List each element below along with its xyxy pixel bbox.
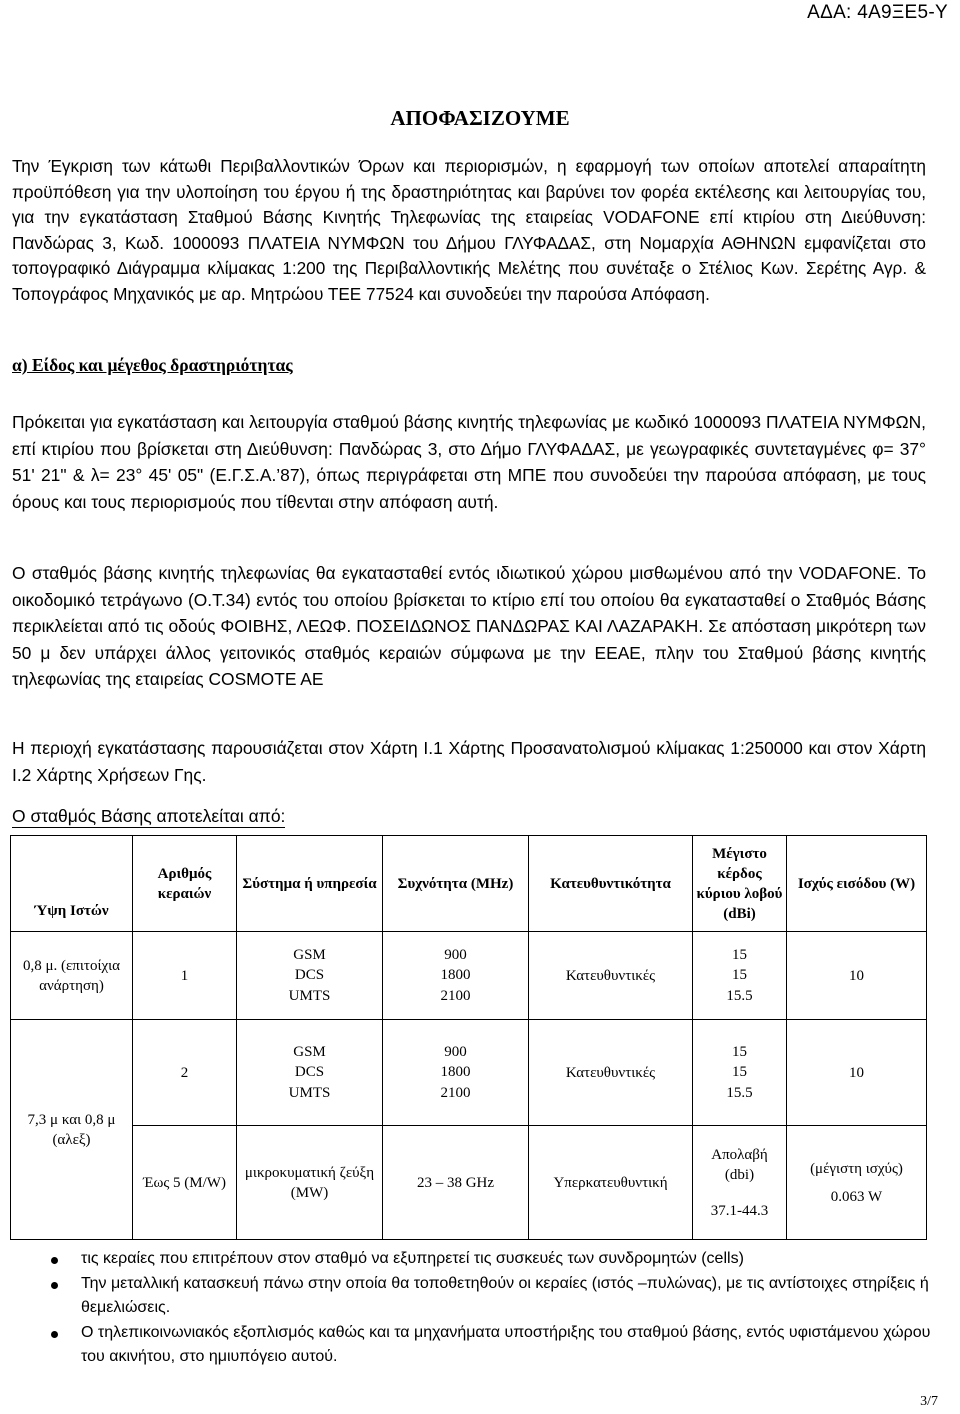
system-value: GSM <box>293 946 326 963</box>
power-value: 0.063 W <box>830 1188 883 1205</box>
cell-system <box>237 932 383 1020</box>
gain-value: 37.1-44.3 <box>710 1202 769 1219</box>
system-value: GSM <box>293 1043 326 1060</box>
section-a-label: α) <box>12 355 28 375</box>
cell-system: μικροκυματική ζεύξη (MW) <box>237 1126 383 1240</box>
gain-value: 15 <box>732 967 747 984</box>
frequency-value: 1800 <box>440 1064 471 1081</box>
system-value: DCS <box>294 1064 325 1081</box>
header-power: Ισχύς εισόδου (W) <box>787 836 927 932</box>
frequency-value: 2100 <box>440 987 471 1004</box>
section-a-paragraph-3: Η περιοχή εγκατάστασης παρουσιάζεται στον Χάρτη Ι.1 Χάρτης Προσανατολισμού κλίμακας 1:250000 και στον Χάρτη Ι.2 Χάρτης Χρήσεων Γης. <box>12 738 926 785</box>
header-frequency: Συχνότητα (MHz) <box>383 836 529 932</box>
cell-power: 10 <box>787 932 927 1020</box>
gain-value: 15.5 <box>726 987 753 1004</box>
cell-frequency <box>383 932 529 1020</box>
cell-direction: Κατευθυντικές <box>529 932 693 1020</box>
gain-label: Απολαβή (dbi) <box>711 1146 768 1183</box>
gain-value: 15.5 <box>726 1084 753 1101</box>
table-row <box>11 1020 927 1126</box>
composition-label: Ο σταθμός Βάσης αποτελείται από: <box>12 806 286 826</box>
bullet-icon <box>51 1257 58 1264</box>
ada-code: ΑΔΑ: 4Α9ΞΕ5-Υ <box>807 2 948 23</box>
cell-gain <box>693 1020 787 1126</box>
frequency-value: 2100 <box>440 1084 471 1101</box>
cell-count: Έως 5 (M/W) <box>133 1126 237 1240</box>
frequency-value: 1800 <box>440 967 471 984</box>
bullet-icon <box>51 1331 58 1338</box>
bullet-icon <box>51 1282 58 1289</box>
antenna-table <box>10 835 927 1240</box>
cell-count: 1 <box>133 932 237 1020</box>
frequency-value: 900 <box>444 1043 467 1060</box>
section-a-heading <box>12 355 293 376</box>
cell-height: 0,8 μ. (επιτοίχια ανάρτηση) <box>11 932 133 1020</box>
cell-gain <box>693 1126 787 1240</box>
cell-count: 2 <box>133 1020 237 1126</box>
header-count: Αριθμός κεραιών <box>133 836 237 932</box>
power-label: (μέγιστη ισχύς) <box>810 1160 903 1177</box>
page-number: 3/7 <box>920 1394 938 1409</box>
gain-value: 15 <box>732 1043 747 1060</box>
cell-direction: Κατευθυντικές <box>529 1020 693 1126</box>
system-value: UMTS <box>288 1084 331 1101</box>
section-a-title: Είδος και μέγεθος δραστηριότητας <box>31 355 293 375</box>
frequency-value: 900 <box>444 946 467 963</box>
cell-frequency <box>383 1020 529 1126</box>
list-item <box>14 1321 934 1369</box>
table-header-row <box>11 836 927 932</box>
cell-direction: Υπερκατευθυντική <box>529 1126 693 1240</box>
gain-value: 15 <box>732 946 747 963</box>
cell-height: 7,3 μ και 0,8 μ (αλεξ) <box>11 1020 133 1240</box>
list-item <box>14 1247 934 1271</box>
table-row <box>11 932 927 1020</box>
section-a-paragraph-2: Ο σταθμός βάσης κινητής τηλεφωνίας θα εγκατασταθεί εντός ιδιωτικού χώρου μισθωμένου από την VODAFONE. Το οικοδομικό τετράγωνο (Ο.Τ.34) εντός του οποίου βρίσκεται το κτίριο επί του οποίου θα εγκατασταθεί ο Σταθμός Βάσης περικλείεται από τις οδούς ΦΟΙΒΗΣ, ΛΕΩΦ. ΠΟΣΕΙΔΩΝΟΣ ΠΑΝΔΩΡΑΣ ΚΑΙ ΛΑΖΑΡΑΚΗ. Σε απόσταση μικρότερη των 50 μ δεν υπάρχει άλλος γειτονικός σταθμός κεραιών σύμφωνα με την ΕΕΑΕ, πλην του Σταθμού βάσης κινητής τηλεφωνίας της εταιρείας COSMOTE AE <box>12 563 926 689</box>
cell-gain <box>693 932 787 1020</box>
cell-system <box>237 1020 383 1126</box>
list-item-text: τις κεραίες που επιτρέπουν στον σταθμό να εξυπηρετεί τις συσκευές των συνδρομητών (cells) <box>81 1250 744 1267</box>
cell-frequency: 23 – 38 GHz <box>383 1126 529 1240</box>
component-list <box>14 1247 934 1370</box>
list-item-text: Ο τηλεπικοινωνιακός εξοπλισμός καθώς και τα μηχανήματα υποστήριξης του σταθμού βάσης, εντός υφιστάμενου χώρου του ακινήτου, στο ημιυπόγειο αυτού. <box>81 1324 931 1365</box>
cell-power <box>787 1126 927 1240</box>
gain-value: 15 <box>732 1064 747 1081</box>
header-height: Ύψη Ιστών <box>11 836 133 932</box>
intro-paragraph: Την Έγκριση των κάτωθι Περιβαλλοντικών Όρων και περιορισμών, η εφαρμογή των οποίων αποτελεί απαραίτητη προϋπόθεση για την υλοποίηση του έργου ή της δραστηριότητας και βαρύνει τον φορέα εκτέλεσης και λειτουργίας του, για την εγκατάσταση Σταθμού Βάσης Κινητής Τηλεφωνίας της εταιρείας VODAFONE επί κτιρίου στη Διεύθυνση: Πανδώρας 3, Κωδ. 1000093 ΠΛΑΤΕΙΑ ΝΥΜΦΩΝ του Δήμου ΓΛΥΦΑΔΑΣ, στη Νομαρχία ΑΘΗΝΩΝ εμφανίζεται στο τοπογραφικό Διάγραμμα κλίμακας 1:200 της Περιβαλλοντικής Μελέτης που συνέταξε ο Στέλιος Κων. Σερέτης Αγρ. & Τοπογράφος Μηχανικός με αρ. Μητρώου ΤΕΕ 77524 και συνοδεύει την παρούσα Απόφαση. <box>12 156 926 304</box>
page-title: ΑΠΟΦΑΣΙΖΟΥΜΕ <box>390 106 570 130</box>
header-system: Σύστημα ή υπηρεσία <box>237 836 383 932</box>
system-value: UMTS <box>288 987 331 1004</box>
header-direction: Κατευθυντικότητα <box>529 836 693 932</box>
header-gain: Μέγιστο κέρδος κύριου λοβού (dBi) <box>693 836 787 932</box>
system-value: DCS <box>294 967 325 984</box>
section-a-paragraph-1: Πρόκειται για εγκατάσταση και λειτουργία σταθμού βάσης κινητής τηλεφωνίας με κωδικό 1000093 ΠΛΑΤΕΙΑ ΝΥΜΦΩΝ, επί κτιρίου που βρίσκεται στη Διεύθυνση: Πανδώρας 3, στο Δήμο ΓΛΥΦΑΔΑΣ, με γεωγραφικές συντεταγμένες φ= 37° 51' 21" & λ= 23° 45' 05" (Ε.Γ.Σ.Α.’87), όπως περιγράφεται στη ΜΠΕ που συνοδεύει την παρούσα απόφαση, με τους όρους και τους περιορισμούς που τίθενται στην απόφαση αυτή. <box>12 412 926 512</box>
table-row <box>11 1126 927 1240</box>
list-item-text: Την μεταλλική κατασκευή πάνω στην οποία θα τοποθετηθούν οι κεραίες (ιστός –πυλώνας), με τις αντίστοιχες στηρίξεις ή θεμελιώσεις. <box>81 1275 929 1316</box>
cell-power: 10 <box>787 1020 927 1126</box>
list-item <box>14 1272 934 1320</box>
